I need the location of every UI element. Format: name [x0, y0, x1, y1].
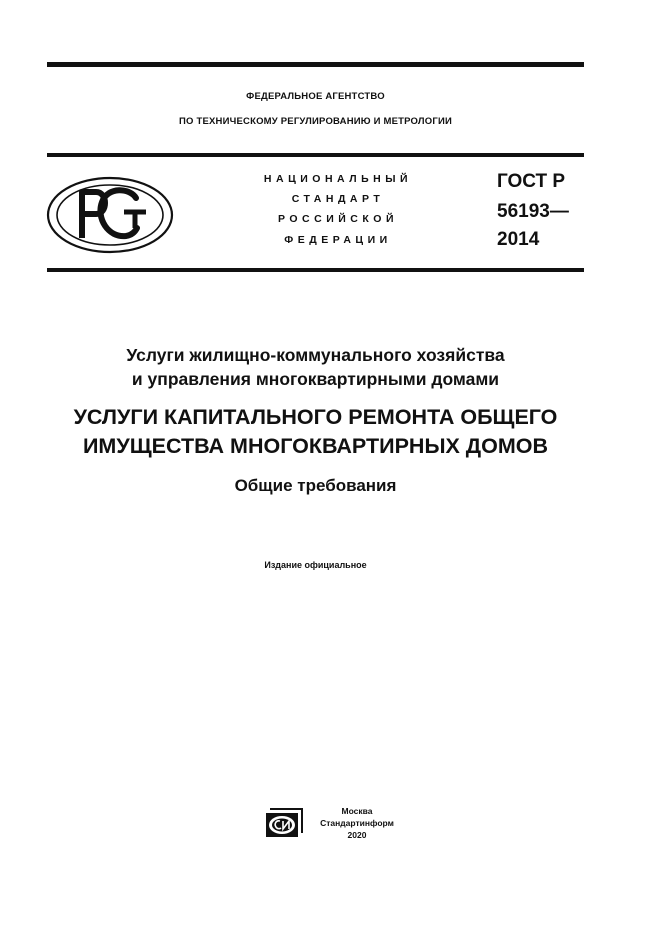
standard-kind-line1: НАЦИОНАЛЬНЫЙ — [263, 173, 413, 185]
standartinform-logo-icon — [264, 807, 304, 839]
standard-kind-line4: ФЕДЕРАЦИИ — [284, 234, 392, 246]
imprint-year: 2020 — [347, 830, 367, 840]
agency-name-line1: ФЕДЕРАЛЬНОЕ АГЕНТСТВО — [246, 91, 385, 102]
designation-year: 2014 — [497, 229, 540, 250]
imprint-city: Москва — [341, 806, 373, 816]
rst-emblem-icon — [46, 176, 174, 254]
part-title: Общие требования — [234, 476, 397, 495]
top-rule — [47, 62, 584, 67]
document-title-line2: ИМУЩЕСТВА МНОГОКВАРТИРНЫХ ДОМОВ — [82, 434, 549, 458]
designation-number: 56193— — [497, 201, 569, 222]
designation-prefix: ГОСТ Р — [497, 171, 566, 192]
document-title-line1: УСЛУГИ КАПИТАЛЬНОГО РЕМОНТА ОБЩЕГО — [73, 405, 558, 429]
subtitle-line2: и управления многоквартирными домами — [131, 369, 500, 389]
standard-kind-line2: СТАНДАРТ — [291, 193, 385, 205]
header-divider-rule — [47, 153, 584, 157]
edition-note: Издание официальное — [264, 560, 367, 570]
agency-name-line2: ПО ТЕХНИЧЕСКОМУ РЕГУЛИРОВАНИЮ И МЕТРОЛОГИИ — [179, 116, 452, 127]
designation-divider-rule — [47, 268, 584, 272]
standard-kind-line3: РОССИЙСКОЙ — [278, 213, 398, 225]
subtitle-line1: Услуги жилищно-коммунального хозяйства — [126, 345, 505, 365]
imprint-publisher: Стандартинформ — [320, 818, 394, 828]
